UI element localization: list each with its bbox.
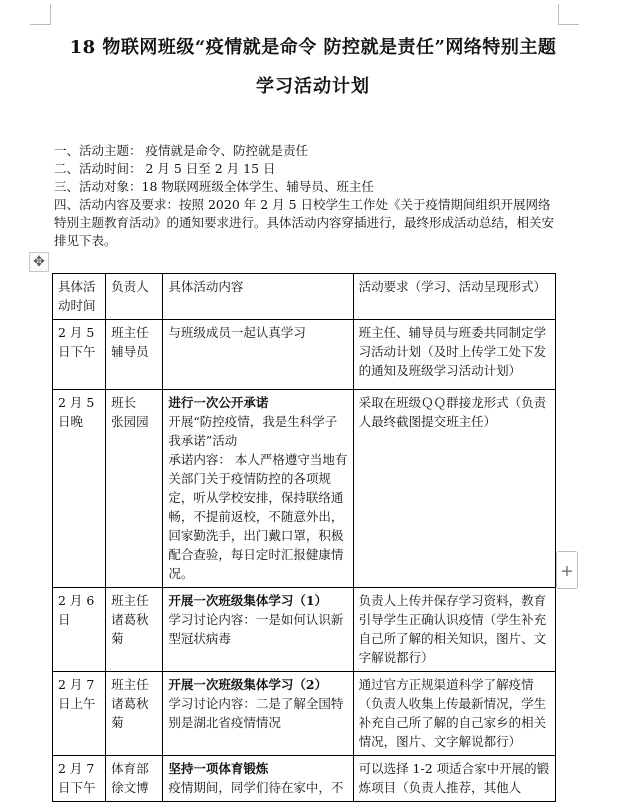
content-text: 与班级成员一起认真学习 bbox=[168, 325, 306, 340]
cell-requirement: 采取在班级ＱＱ群接龙形式（负责人最终截图提交班主任） bbox=[353, 390, 555, 588]
owner-role: 班主任 bbox=[111, 677, 149, 692]
owner-name: 诸葛秋菊 bbox=[111, 612, 149, 646]
cell-content bbox=[163, 756, 353, 802]
cell-requirement: 通过官方正规渠道科学了解疫情（负责人收集上传最新情况，学生补充自己所了解的自己家乡的相关情况，图片、文字解说都行） bbox=[353, 672, 555, 756]
content-text: 疫情期间，同学们待在家中，不 bbox=[168, 780, 344, 795]
content-text: 承诺内容： 本人严格遵守当地有关部门关于疫情防控的各项规定，听从学校安排，保持联络通畅，不提前返校，不随意外出，回家勤洗手，出门戴口罩，积极配合查验，每日定时汇报健康情况。 bbox=[168, 452, 348, 581]
plus-icon[interactable]: + bbox=[556, 551, 578, 589]
content-title: 坚持一项体育锻炼 bbox=[168, 761, 269, 776]
table-row bbox=[53, 390, 556, 588]
owner-role: 体育部 bbox=[111, 761, 149, 776]
cell-owner bbox=[106, 320, 163, 390]
owner-name: 辅导员 bbox=[111, 344, 149, 359]
cell-owner bbox=[106, 390, 163, 588]
cell-requirement: 班主任、辅导员与班委共同制定学习活动计划（及时上传学工处下发的通知及班级学习活动计划） bbox=[353, 320, 555, 390]
content-text: 学习讨论内容：一是如何认识新型冠状病毒 bbox=[168, 612, 344, 646]
owner-name: 徐文博 bbox=[111, 780, 149, 795]
cell-time: 2 月 7 日下午 bbox=[53, 756, 106, 802]
info-audience: 三、活动对象：18 物联网班级全体学生、辅导员、班主任 bbox=[54, 179, 374, 194]
page-corner-mark-top-right bbox=[558, 4, 579, 25]
content-title: 开展一次班级集体学习（2） bbox=[168, 677, 328, 692]
cell-time: 2 月 7 日上午 bbox=[53, 672, 106, 756]
cell-time: 2 月 5 日晚 bbox=[53, 390, 106, 588]
cell-content bbox=[163, 672, 353, 756]
table-row bbox=[53, 320, 556, 390]
owner-name: 张园园 bbox=[111, 414, 149, 429]
header-content: 具体活动内容 bbox=[163, 274, 353, 320]
cell-content bbox=[163, 320, 353, 390]
move-arrows-icon[interactable]: ✥ bbox=[29, 252, 49, 272]
activity-plan-table bbox=[52, 273, 556, 802]
table-row bbox=[53, 588, 556, 672]
content-text: 开展“防控疫情，我是生科学子我承诺”活动 bbox=[168, 414, 338, 448]
activity-info-section bbox=[54, 142, 560, 250]
header-time: 具体活动时间 bbox=[53, 274, 106, 320]
table-row bbox=[53, 672, 556, 756]
content-title: 开展一次班级集体学习（1） bbox=[168, 593, 328, 608]
owner-role: 班主任 bbox=[111, 325, 149, 340]
info-time: 二、活动时间： 2 月 5 日至 2 月 15 日 bbox=[54, 161, 276, 176]
page-corner-mark-top-left bbox=[30, 4, 51, 25]
cell-requirement: 负责人上传并保存学习资料，教育引导学生正确认识疫情（学生补充自己所了解的相关知识，图片、文字解说都行） bbox=[353, 588, 555, 672]
info-content-requirements: 四、活动内容及要求：按照 2020 年 2 月 5 日校学生工作处《关于疫情期间组织开展网络特别主题教育活动》的通知要求进行。具体活动内容穿插进行，最终形成活动总结，相关安排见下表。 bbox=[54, 197, 555, 248]
owner-role: 班主任 bbox=[111, 593, 149, 608]
header-requirement: 活动要求（学习、活动呈现形式） bbox=[353, 274, 555, 320]
document-title-line-1: 18 物联网班级“疫情就是命令 防控就是责任”网络特别主题 bbox=[69, 37, 557, 58]
header-owner: 负责人 bbox=[106, 274, 163, 320]
table-header-row bbox=[53, 274, 556, 320]
owner-role: 班长 bbox=[111, 395, 137, 410]
cell-time: 2 月 6 日 bbox=[53, 588, 106, 672]
cell-content bbox=[163, 390, 353, 588]
content-text: 学习讨论内容：二是了解全国特别是湖北省疫情情况 bbox=[168, 696, 344, 730]
cell-content bbox=[163, 588, 353, 672]
owner-name: 诸葛秋菊 bbox=[111, 696, 149, 730]
cell-requirement: 可以选择 1-2 项适合家中开展的锻炼项目（负责人推荐，其他人 bbox=[353, 756, 555, 802]
content-title: 进行一次公开承诺 bbox=[168, 395, 269, 410]
cell-time: 2 月 5 日下午 bbox=[53, 320, 106, 390]
info-theme: 一、活动主题： 疫情就是命令、防控就是责任 bbox=[54, 143, 308, 158]
cell-owner bbox=[106, 672, 163, 756]
document-title-line-2: 学习活动计划 bbox=[256, 76, 370, 97]
cell-owner bbox=[106, 588, 163, 672]
table-row bbox=[53, 756, 556, 802]
cell-owner bbox=[106, 756, 163, 802]
